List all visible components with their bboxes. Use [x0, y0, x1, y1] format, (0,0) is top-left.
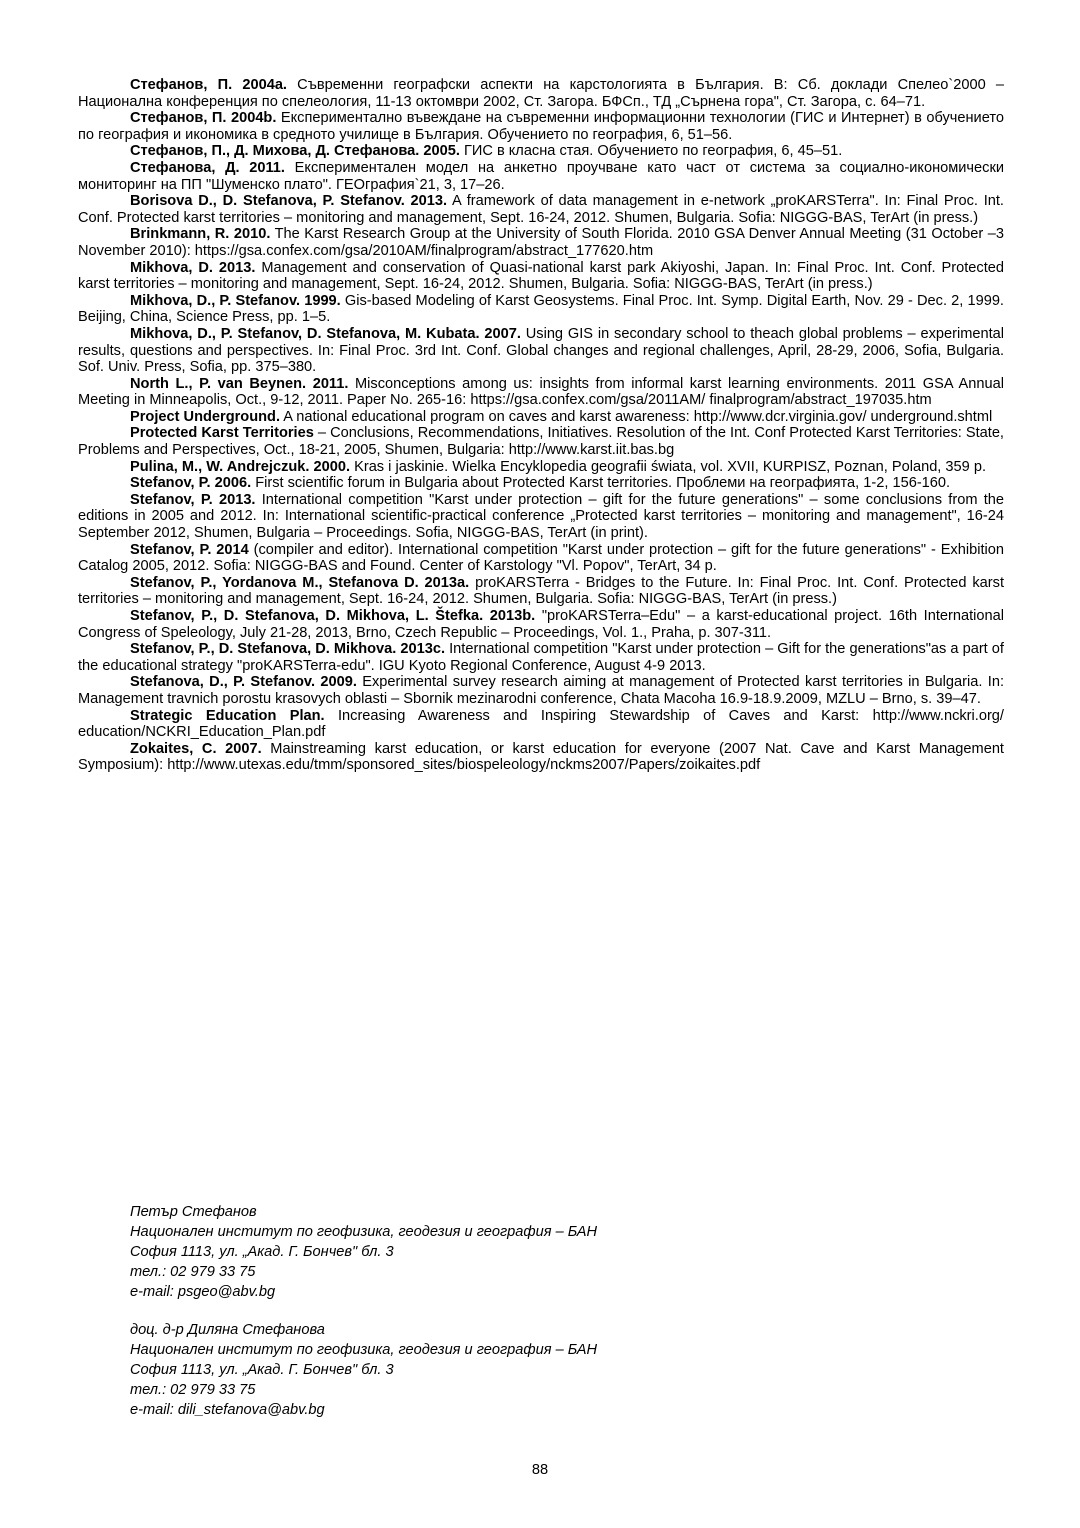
reference-author: Borisova D., D. Stefanova, P. Stefanov. 2013.: [130, 193, 448, 210]
reference-text: Експериментално въвеждане на съвременни информационни технологии (ГИС и Интернет) в обучението по география и икономика в средното училище в България. Обучението по география, 6, 51–56.: [78, 110, 1004, 143]
reference-author: Stefanov, P. 2006.: [130, 475, 252, 492]
author-address: София 1113, ул. „Акад. Г. Бончев" бл. 3: [130, 1244, 394, 1260]
reference-item: [78, 425, 1004, 458]
author-institute: Национален институт по геофизика, геодезия и география – БАН: [130, 1342, 598, 1358]
reference-item: [78, 77, 1004, 110]
reference-text: Experimental survey research aiming at management of Protected karst territories in Bulgaria. In: Management travnich porostu krasovych oblasti – Sbornik mezinarodni conference, Chata Macoha 16.9-18.9.2009, MZLU – Brno, s. 39–47.: [78, 674, 1004, 707]
reference-author: Zokaites, C. 2007.: [130, 740, 262, 757]
reference-author: Stefanov, P. 2014: [130, 541, 249, 558]
reference-author: North L., P. van Beynen. 2011.: [130, 375, 349, 392]
reference-text: Using GIS in secondary school to theach global problems – experimental results, questions and perspectives. In: Final Proc. 3rd Int. Conf. Global changes and regional challenges, April, 28-29, 2006, Sofia, Bulgaria. Sof. Univ. Press, Sofia, pp. 375–380.: [78, 325, 1004, 376]
page-number: 88: [531, 1462, 549, 1478]
reference-author: Strategic Education Plan.: [130, 707, 325, 724]
reference-author: Mikhova, D., P. Stefanov, D. Stefanova, M. Kubata. 2007.: [130, 325, 521, 342]
reference-author: Pulina, M., W. Andrejczuk. 2000.: [130, 458, 351, 475]
reference-text: The Karst Research Group at the University of South Florida. 2010 GSA Denver Annual Meeting (31 October –3 November 2010): https://gsa.confex.com/gsa/2010AM/finalprogram/abstract_177620.htm: [78, 226, 1004, 259]
reference-author: Stefanov, P. 2013.: [130, 491, 256, 508]
reference-item: [78, 326, 1004, 376]
reference-text: Съвременни географски аспекти на карстологията в България. В: Сб. доклади Спелео`2000 – Национална конференция по спелеология, 11-13 октомври 2002, Ст. Загора. БФСп., ТД „Сърнена гора", Ст. Загора, с. 64–71.: [78, 77, 1005, 110]
reference-list: [78, 77, 1004, 774]
reference-text: A framework of data management in e-network „proKARSTerra". In: Final Proc. Int. Conf. Protected karst territories – monitoring and management, Sept. 16-24, 2012. Shumen, Bulgaria. Sofia: NIGGG-BAS, TerArt (in press.): [78, 193, 1004, 226]
reference-author: Стефанов, П., Д. Михова, Д. Стефанова. 2005.: [130, 143, 460, 160]
reference-text: – Conclusions, Recommendations, Initiatives. Resolution of the Int. Conf Protected Karst Territories: State, Problems and Perspectives, Oct., 18-21, 2005, Shumen, Bulgaria: http://www.karst.iit.bas.bg: [78, 425, 1004, 459]
reference-item: [78, 110, 1004, 143]
reference-author: Stefanov, P., D. Stefanova, D. Mikhova. 2013c.: [130, 641, 446, 658]
reference-item: [78, 293, 1004, 326]
reference-text: (compiler and editor). International competition "Karst under protection – gift for the future generations" - Exhibition Catalog 2005, 2012. Sofia: NIGGG-BAS and Found. Center of Karstology "Vl. Popov", TerArt, 34 p.: [78, 541, 1004, 575]
reference-item: [78, 492, 1004, 542]
author-email: e-mail: dili_stefanova@abv.bg: [130, 1402, 325, 1418]
reference-author: Стефанов, П. 2004b.: [130, 110, 277, 127]
reference-item: [78, 542, 1004, 575]
reference-item: [78, 260, 1004, 293]
reference-text: Kras i jaskinie. Wielka Encyklopedia geografii świata, vol. XVII, KURPISZ, Poznan, Poland, 359 p.: [350, 458, 986, 475]
reference-text: Misconceptions among us: insights from informal karst learning environments. 2011 GSA Annual Meeting in Minneapolis, Oct., 9-12, 2011. Paper No. 265-16: https://gsa.confex.com/gsa/2011AM/ finalprogram/abstract_197035.htm: [78, 375, 1004, 409]
reference-text: First scientific forum in Bulgaria about Protected Karst territories. Проблеми на географията, 1-2, 156-160.: [251, 475, 951, 492]
reference-text: Експериментален модел на анкетно проучване като част от система за социално-икономически мониторинг на ПП "Шуменско плато". ГЕОграфия`21, 3, 17–26.: [78, 159, 1004, 193]
reference-item: [78, 193, 1004, 226]
reference-text: proKARSTerra - Bridges to the Future. In: Final Proc. Int. Conf. Protected karst territories – monitoring and management, Sept. 16-24, 2012. Shumen, Bulgaria. Sofia: NIGGG-BAS, TerArt (in press.): [78, 574, 1004, 608]
reference-text: International competition "Karst under protection – gift for the future generations" – some conclusions from the editions in 2005 and 2012. In: International scientific-practical conference „Protected karst territories – monitoring and management", 16-24 September 2012, Shumen, Bulgaria – Proceedings. Sofia, NIGGG-BAS, TerArt (in print).: [78, 491, 1005, 542]
reference-item: [78, 575, 1004, 608]
author-name: доц. д-р Диляна Стефанова: [130, 1322, 325, 1338]
reference-author: Mikhova, D., P. Stefanov. 1999.: [130, 292, 341, 309]
reference-item: [78, 376, 1004, 409]
reference-text: Mainstreaming karst education, or karst education for everyone (2007 Nat. Cave and Karst Management Symposium): http://www.utexas.edu/tmm/sponsored_sites/biospeleology/nckms2007/Papers/zoikaites.pdf: [78, 740, 1004, 774]
author-contact-block: [130, 1202, 597, 1302]
author-phone: тел.: 02 979 33 75: [130, 1264, 256, 1280]
reference-text: Increasing Awareness and Inspiring Stewardship of Caves and Karst: http://www.nckri.org/ education/NCKRI_Education_Plan.pdf: [78, 707, 1004, 741]
author-contact-block: [130, 1320, 597, 1420]
reference-author: Project Underground.: [130, 408, 280, 425]
reference-item: [78, 741, 1004, 774]
author-phone: тел.: 02 979 33 75: [130, 1382, 256, 1398]
reference-text: Gis-based Modeling of Karst Geosystems. Final Proc. Int. Symp. Digital Earth, Nov. 29 - Dec. 2, 1999. Beijing, China, Science Press, pp. 1–5.: [78, 292, 1004, 326]
reference-item: [78, 608, 1004, 641]
reference-item: [78, 641, 1004, 674]
reference-item: [78, 226, 1004, 259]
reference-author: Stefanov, P., Yordanova M., Stefanova D. 2013a.: [130, 574, 470, 591]
reference-item: [78, 674, 1004, 707]
author-address: София 1113, ул. „Акад. Г. Бончев" бл. 3: [130, 1362, 394, 1378]
reference-item: [78, 160, 1004, 193]
reference-text: International competition "Karst under protection – Gift for the generations"as a part of the educational strategy "proKARSTerra-edu". IGU Kyoto Regional Conference, August 4-9 2013.: [78, 641, 1004, 674]
reference-item: [78, 459, 1004, 476]
author-institute: Национален институт по геофизика, геодезия и география – БАН: [130, 1224, 598, 1240]
reference-author: Стефанова, Д. 2011.: [130, 159, 285, 176]
reference-item: [78, 475, 1004, 492]
reference-item: [78, 409, 1004, 426]
author-email: e-mail: psgeo@abv.bg: [130, 1284, 276, 1300]
reference-text: A national educational program on caves and karst awareness: http://www.dcr.virginia.gov/ underground.shtml: [280, 408, 993, 425]
author-name: Петър Стефанов: [130, 1204, 257, 1220]
reference-author: Brinkmann, R. 2010.: [130, 226, 271, 243]
reference-author: Стефанов, П. 2004a.: [130, 77, 287, 93]
reference-author: Protected Karst Territories: [130, 425, 314, 442]
reference-text: ГИС в класна стая. Обучението по география, 6, 45–51.: [459, 143, 843, 160]
reference-author: Mikhova, D. 2013.: [130, 259, 256, 276]
reference-text: "proKARSTerra–Edu" – a karst-educational project. 16th International Congress of Speleology, July 21-28, 2013, Brno, Czech Republic – Proceedings, Vol. 1., Praha, p. 307-311.: [78, 608, 1004, 641]
reference-text: Management and conservation of Quasi-national karst park Akiyoshi, Japan. In: Final Proc. Int. Conf. Protected karst territories – monitoring and management, Sept. 16-24, 2012. Shumen, Bulgaria. Sofia: NIGGG-BAS, TerArt (in press.): [78, 259, 1004, 293]
reference-item: [78, 143, 1004, 160]
reference-author: Stefanov, P., D. Stefanova, D. Mikhova, L. Štefka. 2013b.: [130, 608, 536, 624]
reference-author: Stefanova, D., P. Stefanov. 2009.: [130, 674, 357, 691]
reference-item: [78, 708, 1004, 741]
